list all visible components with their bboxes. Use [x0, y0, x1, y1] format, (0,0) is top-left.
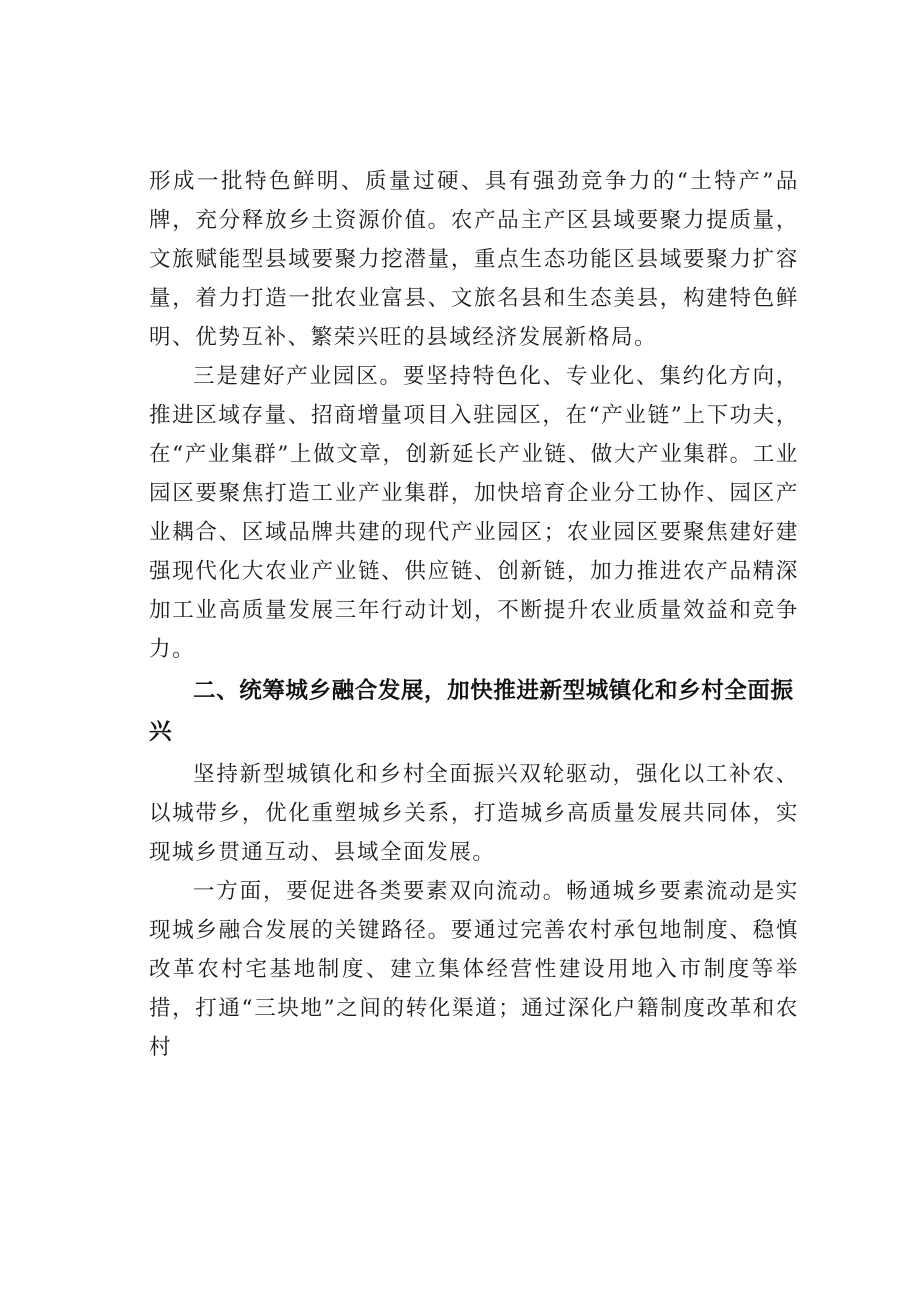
paragraph-continued: 形成一批特色鲜明、质量过硬、具有强劲竞争力的“土特产”品牌，充分释放乡土资源价值。农产品主产区县域要聚力提质量，文旅赋能型县域要聚力挖潜量，重点生态功能区县域要聚力扩容量，着力打造一批农业富县、文旅名县和生态美县，构建特色鲜明、优势互补、繁荣兴旺的县域经济发展新格局。: [149, 169, 799, 350]
paragraph-urban-rural-integration: 坚持新型城镇化和乡村全面振兴双轮驱动，强化以工补农、以城带乡，优化重塑城乡关系，打造城乡高质量发展共同体，实现城乡贯通互动、县域全面发展。: [149, 762, 799, 865]
paragraph-factor-flow: 一方面，要促进各类要素双向流动。畅通城乡要素流动是实现城乡融合发展的关键路径。要通过完善农村承包地制度、稳慎改革农村宅基地制度、建立集体经营性建设用地入市制度等举措，打通“三块地”之间的转化渠道；通过深化户籍制度改革和农村: [149, 879, 799, 1060]
section-heading: 二、统筹城乡融合发展，加快推进新型城镇化和乡村全面振兴: [149, 678, 794, 745]
document-body: [149, 162, 799, 1067]
paragraph-industrial-parks: 三是建好产业园区。要坚持特色化、专业化、集约化方向，推进区域存量、招商增量项目入驻园区，在“产业链”上下功夫，在“产业集群”上做文章，创新延长产业链、做大产业集群。工业园区要聚焦打造工业产业集群，加快培育企业分工协作、园区产业耦合、区域品牌共建的现代产业园区；农业园区要聚焦建好建强现代化大农业产业链、供应链、创新链，加力推进农产品精深加工业高质量发展三年行动计划，不断提升农业质量效益和竞争力。: [149, 364, 799, 662]
